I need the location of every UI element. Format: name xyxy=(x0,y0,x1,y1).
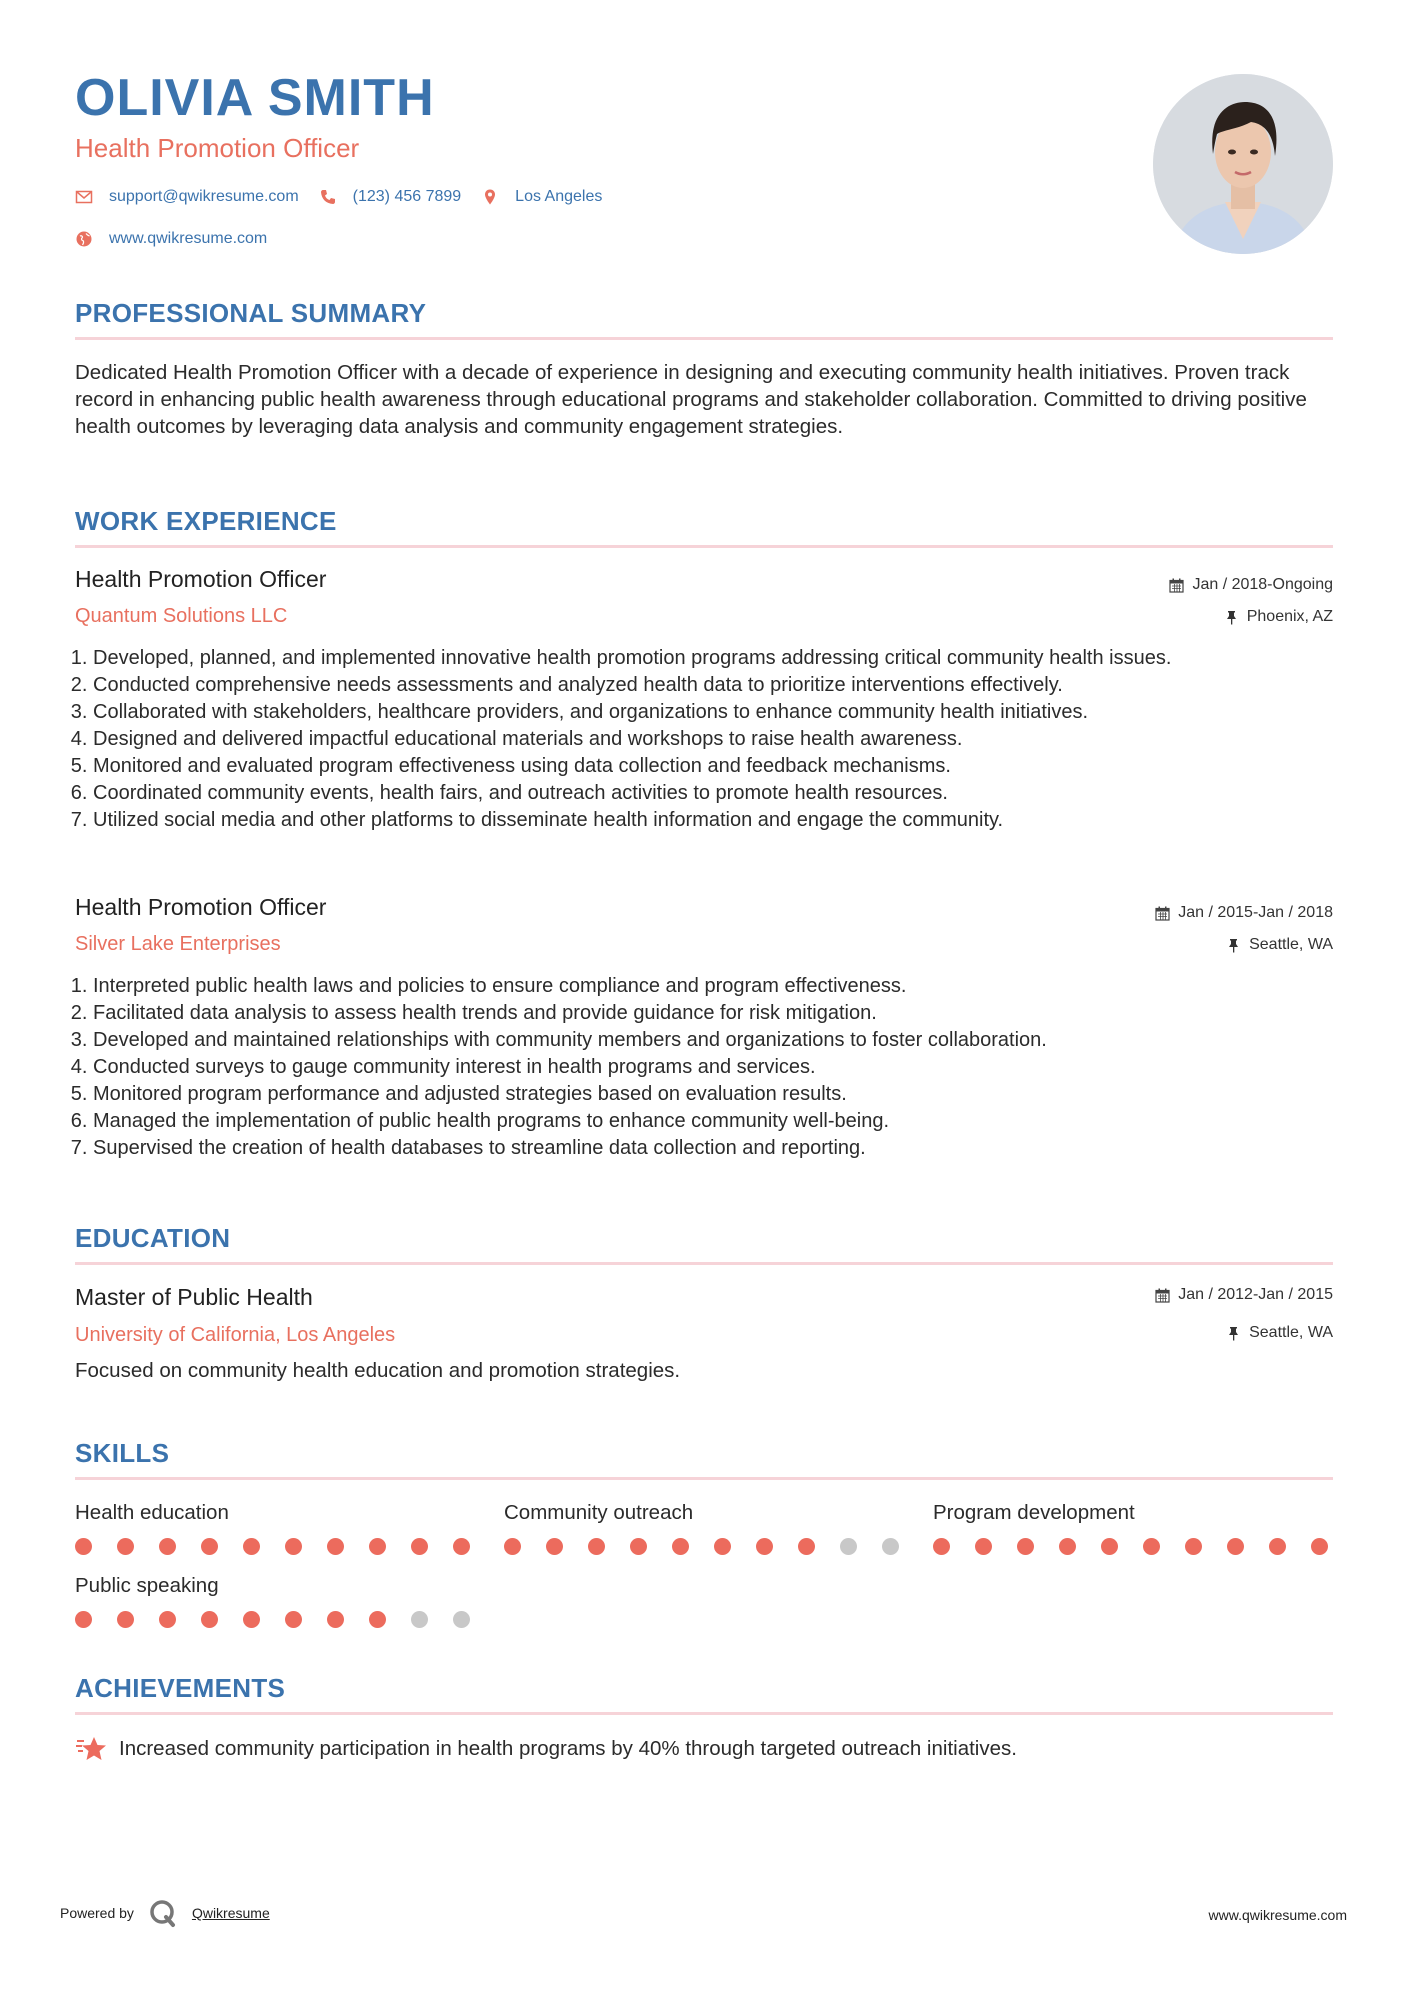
location-text: Seattle, WA xyxy=(1249,1324,1333,1341)
rating-dot-filled xyxy=(117,1538,134,1555)
rating-dot-filled xyxy=(1185,1538,1202,1555)
powered-by xyxy=(60,1898,270,1928)
location-text: Los Angeles xyxy=(515,188,603,205)
contact-row xyxy=(75,188,622,206)
rating-dot-filled xyxy=(369,1611,386,1628)
achievements-heading: ACHIEVEMENTS xyxy=(75,1673,286,1703)
rating-dot-filled xyxy=(159,1538,176,1555)
list-item: 1. Interpreted public health laws and policies to ensure compliance and program effectiveness. xyxy=(93,973,1351,1000)
rating-dot-filled xyxy=(1143,1538,1160,1555)
powered-by-label: Powered by xyxy=(60,1905,134,1921)
skills-heading: SKILLS xyxy=(75,1438,170,1468)
list-item: 1. Developed, planned, and implemented innovative health promotion programs addressing critical community health issues. xyxy=(93,645,1351,672)
summary-heading: PROFESSIONAL SUMMARY xyxy=(75,298,427,328)
rating-dot-filled xyxy=(75,1611,92,1628)
summary-text: Dedicated Health Promotion Officer with a decade of experience in designing and executing community health initiatives. Proven track record in enhancing public health awareness through educational programs and stakeholder collaboration. Committed to driving positive health outcomes by leveraging data analysis and community engagement strategies. xyxy=(75,361,1307,438)
contact-phone[interactable] xyxy=(319,188,462,206)
skill-item xyxy=(933,1503,1353,1555)
skill-item xyxy=(75,1503,495,1555)
rating-dot-filled xyxy=(201,1538,218,1555)
job-title: Health Promotion Officer xyxy=(75,894,327,920)
list-item: 2. Conducted comprehensive needs assessments and analyzed health data to prioritize interventions effectively. xyxy=(93,672,1351,699)
education-description: Focused on community health education and promotion strategies. xyxy=(75,1359,681,1382)
location-text: Phoenix, AZ xyxy=(1246,608,1333,625)
candidate-role: Health Promotion Officer xyxy=(75,133,360,163)
skill-label: Community outreach xyxy=(504,1501,694,1524)
calendar-icon xyxy=(1169,578,1184,593)
skill-label: Health education xyxy=(75,1501,229,1524)
qwikresume-logo-icon xyxy=(148,1898,178,1928)
rating-dot-filled xyxy=(453,1538,470,1555)
skill-rating xyxy=(75,1611,495,1628)
skill-rating xyxy=(75,1538,495,1555)
job-bullets xyxy=(75,645,1351,834)
list-item: 2. Facilitated data analysis to assess health trends and provide guidance for risk mitigation. xyxy=(93,1000,1351,1027)
rating-dot-filled xyxy=(243,1611,260,1628)
list-item: 4. Conducted surveys to gauge community interest in health programs and services. xyxy=(93,1054,1351,1081)
achievement-item xyxy=(75,1735,1017,1763)
website-text: www.qwikresume.com xyxy=(109,230,268,247)
section-divider xyxy=(75,1262,1333,1265)
job-location xyxy=(1224,609,1333,625)
section-divider xyxy=(75,337,1333,340)
skill-label: Program development xyxy=(933,1501,1135,1524)
list-item: 6. Managed the implementation of public health programs to enhance community well-being. xyxy=(93,1108,1351,1135)
list-item: 7. Supervised the creation of health databases to streamline data collection and reporting. xyxy=(93,1135,1351,1162)
school-name: University of California, Los Angeles xyxy=(75,1324,396,1346)
candidate-name: OLIVIA SMITH xyxy=(75,69,435,127)
rating-dot-filled xyxy=(117,1611,134,1628)
brand-link[interactable]: Qwikresume xyxy=(191,1905,270,1921)
section-divider xyxy=(75,1712,1333,1715)
contact-row xyxy=(75,230,287,248)
job-bullets xyxy=(75,973,1351,1162)
rating-dot-filled xyxy=(672,1538,689,1555)
pushpin-icon xyxy=(1224,610,1239,625)
education-heading: EDUCATION xyxy=(75,1223,231,1253)
rating-dot-filled xyxy=(933,1538,950,1555)
list-item: 3. Collaborated with stakeholders, healthcare providers, and organizations to enhance community health initiatives. xyxy=(93,699,1351,726)
contact-location xyxy=(481,188,602,206)
rating-dot-filled xyxy=(285,1611,302,1628)
achievement-text: Increased community participation in health programs by 40% through targeted outreach initiatives. xyxy=(119,1737,1017,1760)
email-text: support@qwikresume.com xyxy=(109,188,299,205)
rating-dot-empty xyxy=(411,1611,428,1628)
dates-text: Jan / 2012-Jan / 2015 xyxy=(1178,1286,1333,1303)
rating-dot-filled xyxy=(714,1538,731,1555)
rating-dot-filled xyxy=(1269,1538,1286,1555)
contact-email[interactable] xyxy=(75,188,299,206)
map-pin-icon xyxy=(481,188,499,206)
list-item: 5. Monitored program performance and adjusted strategies based on evaluation results. xyxy=(93,1081,1351,1108)
rating-dot-filled xyxy=(327,1611,344,1628)
rating-dot-filled xyxy=(1311,1538,1328,1555)
rating-dot-filled xyxy=(411,1538,428,1555)
company-name: Quantum Solutions LLC xyxy=(75,605,288,627)
skill-item xyxy=(75,1576,495,1628)
list-item: 6. Coordinated community events, health fairs, and outreach activities to promote health resources. xyxy=(93,780,1351,807)
dates-text: Jan / 2015-Jan / 2018 xyxy=(1178,904,1333,921)
rating-dot-filled xyxy=(1101,1538,1118,1555)
rating-dot-filled xyxy=(1017,1538,1034,1555)
phone-icon xyxy=(319,188,337,206)
rating-dot-filled xyxy=(975,1538,992,1555)
resume-page xyxy=(75,0,1333,1990)
profile-photo xyxy=(1153,74,1333,254)
list-item: 5. Monitored and evaluated program effectiveness using data collection and feedback mechanisms. xyxy=(93,753,1351,780)
rating-dot-filled xyxy=(327,1538,344,1555)
education-location xyxy=(1226,1325,1333,1341)
globe-icon xyxy=(75,230,93,248)
job-location xyxy=(1226,937,1333,953)
section-divider xyxy=(75,1477,1333,1480)
degree-title: Master of Public Health xyxy=(75,1284,313,1310)
list-item: 3. Developed and maintained relationships with community members and organizations to foster collaboration. xyxy=(93,1027,1351,1054)
list-item: 4. Designed and delivered impactful educational materials and workshops to raise health awareness. xyxy=(93,726,1351,753)
rating-dot-filled xyxy=(159,1611,176,1628)
rating-dot-filled xyxy=(243,1538,260,1555)
rating-dot-filled xyxy=(798,1538,815,1555)
rating-dot-empty xyxy=(882,1538,899,1555)
rating-dot-filled xyxy=(756,1538,773,1555)
skill-rating xyxy=(504,1538,924,1555)
rating-dot-filled xyxy=(1059,1538,1076,1555)
rating-dot-filled xyxy=(504,1538,521,1555)
company-name: Silver Lake Enterprises xyxy=(75,933,281,955)
rating-dot-filled xyxy=(285,1538,302,1555)
location-text: Seattle, WA xyxy=(1249,936,1333,953)
calendar-icon xyxy=(1155,1288,1170,1303)
list-item: 7. Utilized social media and other platforms to disseminate health information and engage the community. xyxy=(93,807,1351,834)
rating-dot-filled xyxy=(588,1538,605,1555)
rating-dot-filled xyxy=(369,1538,386,1555)
skill-label: Public speaking xyxy=(75,1574,219,1597)
rating-dot-empty xyxy=(453,1611,470,1628)
rating-dot-filled xyxy=(630,1538,647,1555)
rating-dot-filled xyxy=(75,1538,92,1555)
experience-heading: WORK EXPERIENCE xyxy=(75,506,337,536)
rating-dot-filled xyxy=(201,1611,218,1628)
contact-website[interactable] xyxy=(75,230,267,248)
skill-item xyxy=(504,1503,924,1555)
job-title: Health Promotion Officer xyxy=(75,566,327,592)
envelope-icon xyxy=(75,188,93,206)
job-dates xyxy=(1169,577,1333,593)
job-dates xyxy=(1155,905,1333,921)
rating-dot-empty xyxy=(840,1538,857,1555)
rating-dot-filled xyxy=(1227,1538,1244,1555)
calendar-icon xyxy=(1155,906,1170,921)
phone-text: (123) 456 7899 xyxy=(352,188,462,205)
dates-text: Jan / 2018-Ongoing xyxy=(1192,576,1333,593)
education-dates xyxy=(1155,1287,1333,1303)
section-divider xyxy=(75,545,1333,548)
skill-rating xyxy=(933,1538,1353,1555)
star-badge-icon xyxy=(75,1735,107,1763)
pushpin-icon xyxy=(1226,1326,1241,1341)
pushpin-icon xyxy=(1226,938,1241,953)
rating-dot-filled xyxy=(546,1538,563,1555)
footer-url[interactable]: www.qwikresume.com xyxy=(1208,1907,1347,1923)
